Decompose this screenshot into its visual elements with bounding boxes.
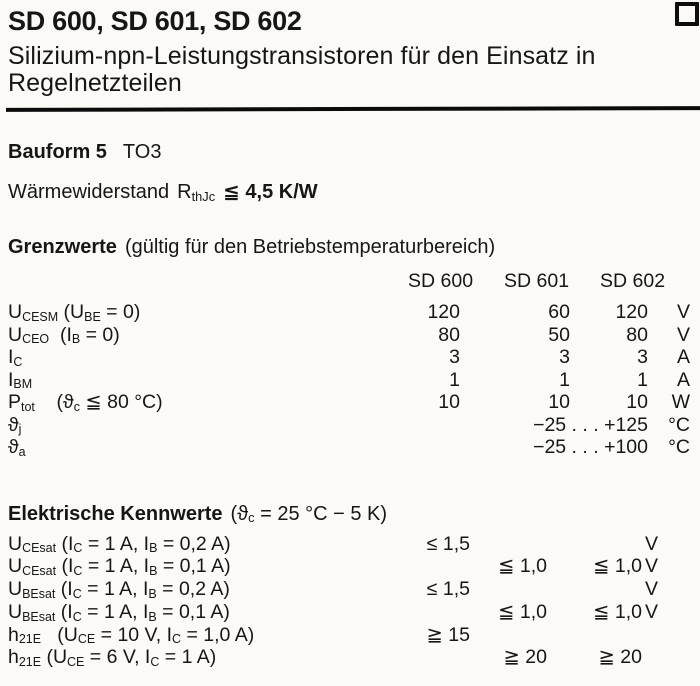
sd601-value: ≧ 20 [503,646,547,669]
bauform-label: Bauform 5 [8,141,107,163]
electrical-section [8,503,700,670]
param-label: $U_{CEsat}$ ($I_C = 1$ A, $I_B = 0,1$ A) [8,555,231,579]
electrical-heading-note: ($ϑ_c = 25$ °C − 5 K) [230,502,388,526]
thermal-symbol: $R_{thJc}$ [177,181,216,204]
sd602-value: 3 [637,346,648,368]
sd601-value [470,624,547,647]
sd600-value [320,555,470,578]
unit-label: V [676,323,690,346]
param-label: $U_{CEO}$ $(I_B = 0)$ [8,323,120,347]
table-row-theta-j [8,414,700,437]
limits-heading-note: (gültig für den Betriebstemperaturbereich) [124,236,496,258]
param-label: $h_{21E}$ ($U_{CE} = 10$ V, $I_C = 1,0$ A) [8,623,255,647]
unit-label: °C [668,413,690,436]
header-divider [6,106,700,112]
sd602-value [547,533,642,556]
unit-label: A [676,368,690,391]
sd602-value [547,578,642,601]
table-row-ubesat-02 [8,578,700,601]
param-label: $ϑ_j$ [8,413,22,437]
sd600-value: 120 [427,301,460,323]
param-label: $U_{BEsat}$ ($I_C = 1$ A, $I_B = 0,2$ A) [8,578,230,601]
sd602-value: 120 [615,301,648,323]
sd601-value: 50 [548,323,570,346]
thermal-limit-value: ≦ 4,5 K/W [223,181,318,203]
sd602-value [547,624,642,647]
electrical-heading-label: Elektrische Kennwerte [8,502,223,525]
unit-label [642,624,700,647]
unit-label: V [676,301,690,323]
sd601-value: 1 [559,368,570,391]
sd601-value [470,533,547,556]
table-row-ibm [8,369,700,392]
sd600-value: ≤ 1,5 [426,532,470,555]
unit-label: V [645,600,659,623]
sd600-value: ≤ 1,5 [426,578,470,601]
page-subtitle [8,43,692,97]
table-row-ic [8,346,700,369]
limits-heading-label: Grenzwerte [8,236,117,258]
column-header-sd601: SD 601 [504,270,570,292]
column-header-sd602: SD 602 [600,270,666,292]
sd602-value: 1 [637,368,648,391]
subtitle-line-1: Silizium-npn-Leistungstransistoren für den Einsatz in [8,42,596,70]
unit-label: V [645,555,659,578]
sd600-value: 80 [438,323,460,346]
sd601-value: ≦ 1,0 [498,600,547,623]
sd602-value: ≦ 1,0 [593,555,642,578]
sd602-value: 10 [626,391,648,413]
temperature-range-value: −25 . . . +100 [533,436,648,458]
param-label: $U_{CESM}$ $(U_{BE} = 0)$ [8,301,141,324]
unit-label: A [676,346,690,368]
thermal-resistance-line [8,179,692,204]
table-row-theta-a [8,436,700,459]
sd601-value: ≦ 1,0 [498,555,547,578]
column-header-sd600: SD 600 [408,270,474,292]
limits-section-heading [8,236,692,259]
electrical-section-heading [8,503,700,526]
unit-label: W [671,391,690,413]
sd602-value: ≦ 1,0 [593,600,642,623]
page-title: SD 600, SD 601, SD 602 [8,6,302,36]
sd602-value: 80 [626,323,648,346]
sd602-value: ≧ 20 [598,646,642,669]
sd600-value: 10 [438,391,460,413]
table-row-ucesat-02 [8,533,700,556]
sd601-value: 3 [559,346,570,368]
param-label: $U_{BEsat}$ ($I_C = 1$ A, $I_B = 0,1$ A) [8,600,230,624]
table-row-ucesm [8,301,700,324]
limits-table-header [408,269,700,294]
table-row-ubesat-01 [8,601,700,624]
unit-label: V [645,532,659,555]
unit-label: °C [668,436,690,458]
table-row-ptot [8,391,700,414]
sd600-value [320,646,470,669]
subtitle-line-2: Regelnetzteilen [8,69,182,97]
table-row-h21e-6v [8,646,700,669]
param-label: $U_{CEsat}$ ($I_C = 1$ A, $I_B = 0,2$ A) [8,532,231,556]
param-label: $I_{BM}$ [8,368,33,392]
param-label: $P_{tot}$ ($ϑ_c$ ≦ 80 °C) [8,391,163,414]
sd600-value: ≧ 15 [426,623,470,646]
bauform-value: TO3 [122,141,162,163]
sd601-value [470,578,547,601]
unit-label: V [645,578,659,601]
bauform-line [8,141,692,164]
table-row-uceo [8,324,700,347]
sd600-value: 3 [449,346,460,368]
page-header [0,0,700,97]
sd601-value: 10 [548,391,570,413]
square-outline-icon [675,2,699,26]
limits-table [8,269,700,459]
temperature-range-value: −25 . . . +125 [533,413,648,436]
sd600-value [320,601,470,624]
param-label: $ϑ_a$ [8,436,26,459]
param-label: $h_{21E}$ ($U_{CE} = 6$ V, $I_C = 1$ A) [8,646,217,670]
electrical-table [8,533,700,670]
table-row-ucesat-01 [8,555,700,578]
sd601-value: 60 [548,301,570,323]
table-row-h21e-10v [8,624,700,647]
param-label: $I_C$ [8,346,23,369]
sd600-value: 1 [449,368,460,391]
unit-label [642,646,700,669]
thermal-label: Wärmewiderstand [8,181,170,203]
